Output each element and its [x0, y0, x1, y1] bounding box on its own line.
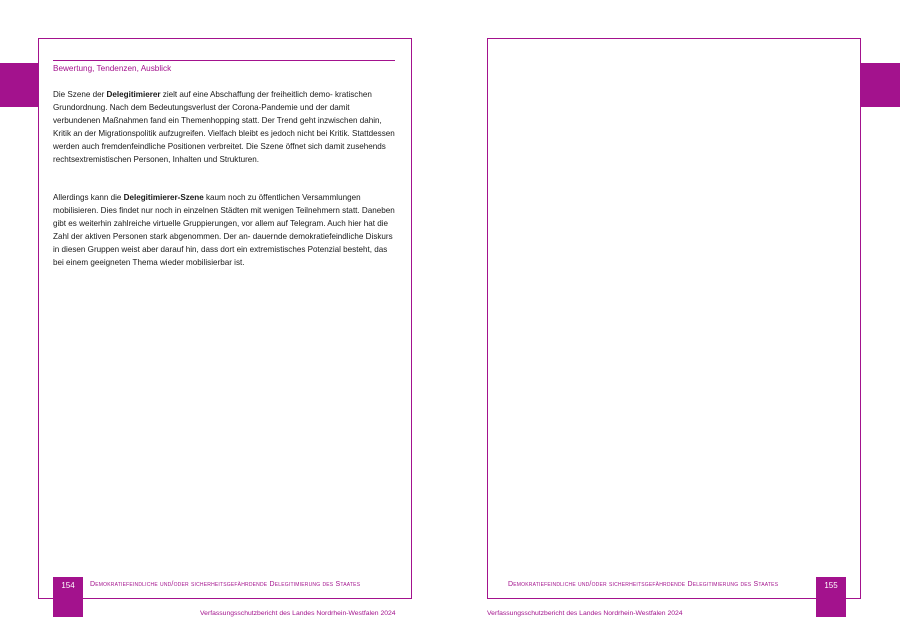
paragraph-2-post: kaum noch zu öffentlichen Versammlungen mobilisieren. Dies findet nur noch in einzelnen Städten mit wenigen Teilnehmern statt. Daneben gibt es weiterhin zahlreiche virtuelle Gruppierungen, vor allem auf Telegram. Auch hier hat die Zahl der aktiven Personen stark abgenommen. Der an- dauernde demokratiefeindliche Diskurs in diesen Gruppen weist aber darauf hin, dass dort ein extremistisches Potenzial besteht, das bei einem geeigneten Thema wieder mobilisierbar ist. [53, 193, 395, 267]
right-footer: Verfassungsschutzbericht des Landes Nordrhein-Westfalen 2024 [487, 610, 683, 617]
paragraph-1-pre: Die Szene der [53, 90, 107, 99]
left-page-number: 154 [61, 581, 75, 590]
paragraph-1-post: zielt auf eine Abschaffung der freiheitlich demo- kratischen Grundordnung. Nach dem Bedeutungsverlust der Corona-Pandemie und der damit verbundenen Maßnahmen fand ein Themenhopping statt. Der Trend geht inzwischen dahin, Kritik an der Migrationspolitik aufzugreifen. Vielfach bleibt es jedoch nicht bei Kritik. Stattdessen werden auch fremdenfeindliche Positionen verbreitet. Die Szene öffnet sich damit zusehends rechtsextremistischen Personen, Inhalten und Strukturen. [53, 90, 395, 164]
right-page-number: 155 [824, 581, 838, 590]
section-title: Bewertung, Tendenzen, Ausblick [53, 64, 172, 73]
right-page [487, 38, 861, 599]
left-side-tab [0, 63, 38, 107]
paragraph-2-pre: Allerdings kann die [53, 193, 124, 202]
paragraph-1 [53, 88, 398, 166]
left-running-head: Demokratiefeindliche und/oder sicherheitsgefährdende Delegitimierung des Staates [90, 581, 361, 588]
paragraph-2-bold: Delegitimierer-Szene [123, 193, 204, 202]
left-footer: Verfassungsschutzbericht des Landes Nordrhein-Westfalen 2024 [200, 610, 396, 617]
paragraph-2 [53, 191, 398, 269]
header-rule [53, 60, 395, 61]
right-side-tab [861, 63, 900, 107]
right-running-head: Demokratiefeindliche und/oder sicherheitsgefährdende Delegitimierung des Staates [508, 581, 779, 588]
paragraph-1-bold: Delegitimierer [106, 90, 161, 99]
